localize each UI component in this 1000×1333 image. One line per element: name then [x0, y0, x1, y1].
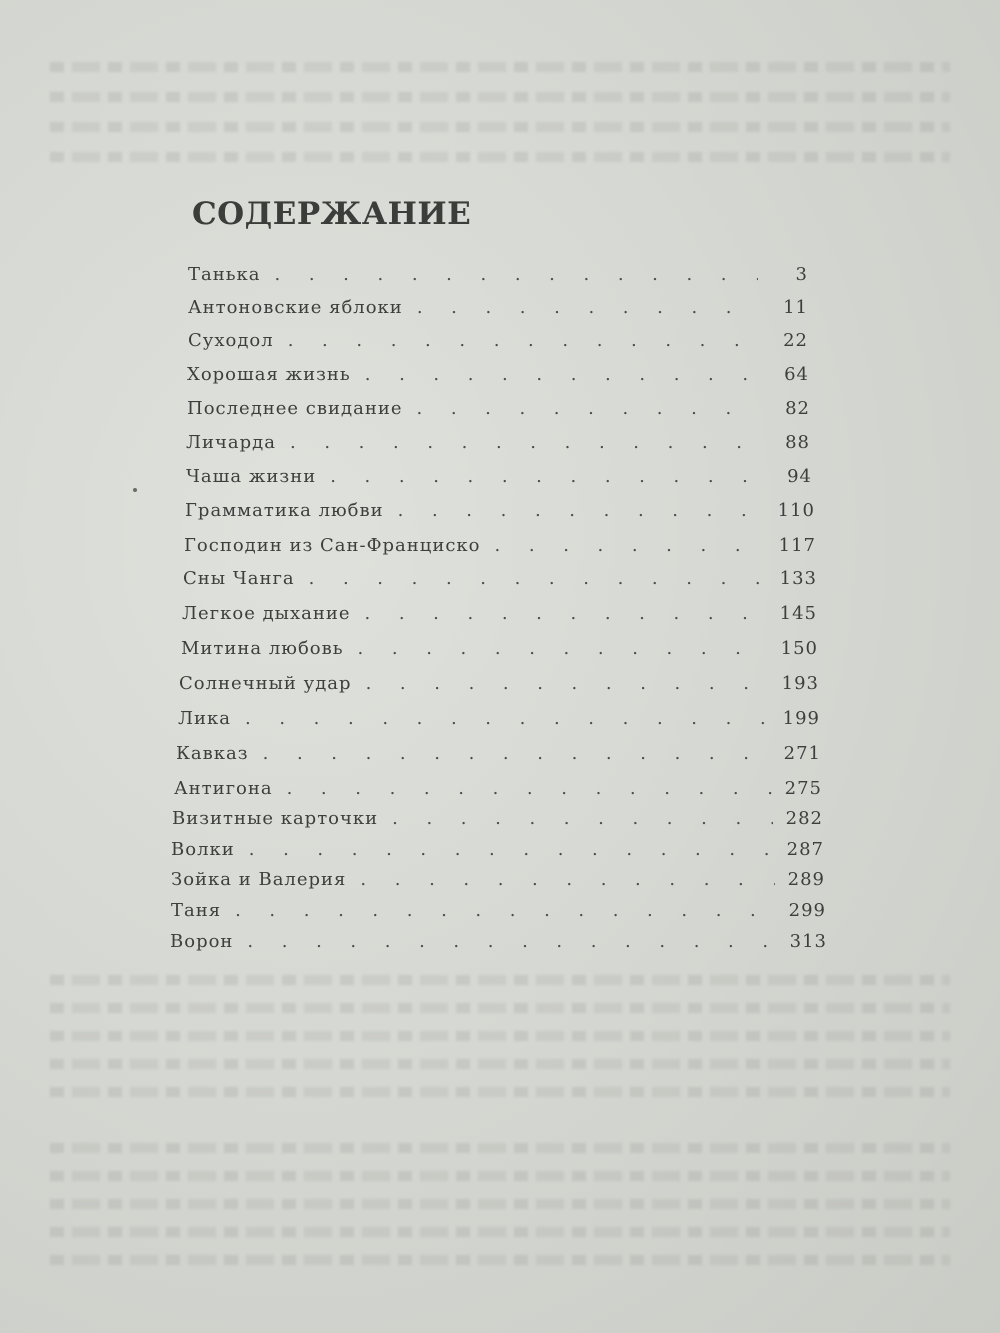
toc-entry-page: 193 [781, 673, 819, 694]
dot-leader [288, 330, 758, 351]
toc-entry-page: 313 [789, 931, 827, 952]
toc-entry-page: 282 [785, 808, 823, 829]
dot-leader [358, 638, 768, 659]
toc-entry [187, 364, 809, 392]
toc-entry [182, 603, 817, 631]
toc-entry-page: 82 [785, 398, 810, 419]
toc-entry-title: Антигона [174, 778, 273, 799]
toc-entry-title: Кавказ [176, 743, 249, 764]
toc-entry-page: 287 [786, 839, 824, 860]
toc-entry [187, 398, 810, 426]
toc-entry-page: 199 [782, 708, 820, 729]
toc-entry [172, 808, 823, 836]
dot-leader [309, 568, 767, 589]
toc-entry-title: Последнее свидание [187, 398, 403, 419]
dot-leader [263, 743, 771, 764]
toc-entry [188, 330, 808, 358]
toc-entry-title: Танька [188, 264, 261, 285]
toc-entry-page: 88 [785, 432, 810, 453]
toc-entry-page: 64 [784, 364, 809, 385]
dot-leader [365, 364, 759, 385]
toc-entry-title: Зойка и Валерия [171, 869, 347, 890]
toc-entry-title: Сны Чанга [183, 568, 295, 589]
toc-entry-title: Визитные карточки [172, 808, 379, 829]
toc-entry-page: 94 [787, 466, 812, 487]
toc-entry-title: Лика [178, 708, 231, 729]
dot-leader [247, 931, 777, 952]
toc-entry-title: Суходол [188, 330, 274, 351]
toc-entry-title: Грамматика любви [185, 500, 384, 521]
toc-entry-page: 11 [783, 297, 808, 318]
toc-entry-title: Таня [171, 900, 222, 921]
toc-entry-title: Солнечный удар [179, 673, 352, 694]
toc-entry-title: Волки [171, 839, 235, 860]
dot-leader [235, 900, 776, 921]
toc-entry-page: 271 [783, 743, 821, 764]
toc-entry [174, 778, 822, 806]
toc-entry [171, 900, 826, 928]
toc-entry [183, 568, 817, 596]
toc-entry [186, 432, 810, 460]
toc-entry-page: 289 [787, 869, 825, 890]
toc-entry-page: 117 [778, 535, 816, 556]
dot-leader [249, 839, 774, 860]
toc-entry-title: Личарда [186, 432, 276, 453]
toc-entry-title: Чаша жизни [186, 466, 317, 487]
dot-leader [290, 432, 760, 453]
dot-leader [365, 603, 767, 624]
toc-entry [171, 839, 824, 867]
toc-entry [171, 869, 825, 897]
dot-leader [392, 808, 773, 829]
toc-entry [186, 466, 812, 494]
toc-entry-page: 299 [788, 900, 826, 921]
toc-entry [184, 535, 816, 563]
toc-entry-page: 150 [780, 638, 818, 659]
dot-leader [398, 500, 765, 521]
toc-entry [185, 500, 815, 528]
toc-entry-page: 133 [779, 568, 817, 589]
dot-leader [366, 673, 769, 694]
toc-entry [176, 743, 821, 771]
toc-entry [178, 708, 820, 736]
dot-leader [245, 708, 770, 729]
toc-entry-page: 22 [783, 330, 808, 351]
dot-leader [416, 398, 760, 419]
toc-entry-title: Ворон [170, 931, 234, 952]
toc-entry [170, 931, 827, 959]
toc-entry [179, 673, 819, 701]
dot-leader [495, 535, 766, 556]
toc-entry-page: 3 [795, 264, 808, 285]
toc-entry-title: Легкое дыхание [182, 603, 351, 624]
toc-heading: СОДЕРЖАНИЕ [192, 196, 472, 232]
dot-leader [330, 466, 762, 487]
toc-entry-page: 145 [779, 603, 817, 624]
toc-entry-page: 275 [784, 778, 822, 799]
toc-entry-title: Хорошая жизнь [187, 364, 351, 385]
dot-leader [360, 869, 775, 890]
toc-entry-title: Митина любовь [181, 638, 344, 659]
dot-leader [275, 264, 758, 285]
toc-entry [188, 264, 808, 292]
toc-entry-title: Господин из Сан-Франциско [184, 535, 481, 556]
toc-entry-page: 110 [777, 500, 815, 521]
toc-entry [181, 638, 818, 666]
toc-entry [188, 297, 808, 325]
toc-entry-title: Антоновские яблоки [188, 297, 403, 318]
dot-leader [417, 297, 758, 318]
dot-leader [287, 778, 772, 799]
